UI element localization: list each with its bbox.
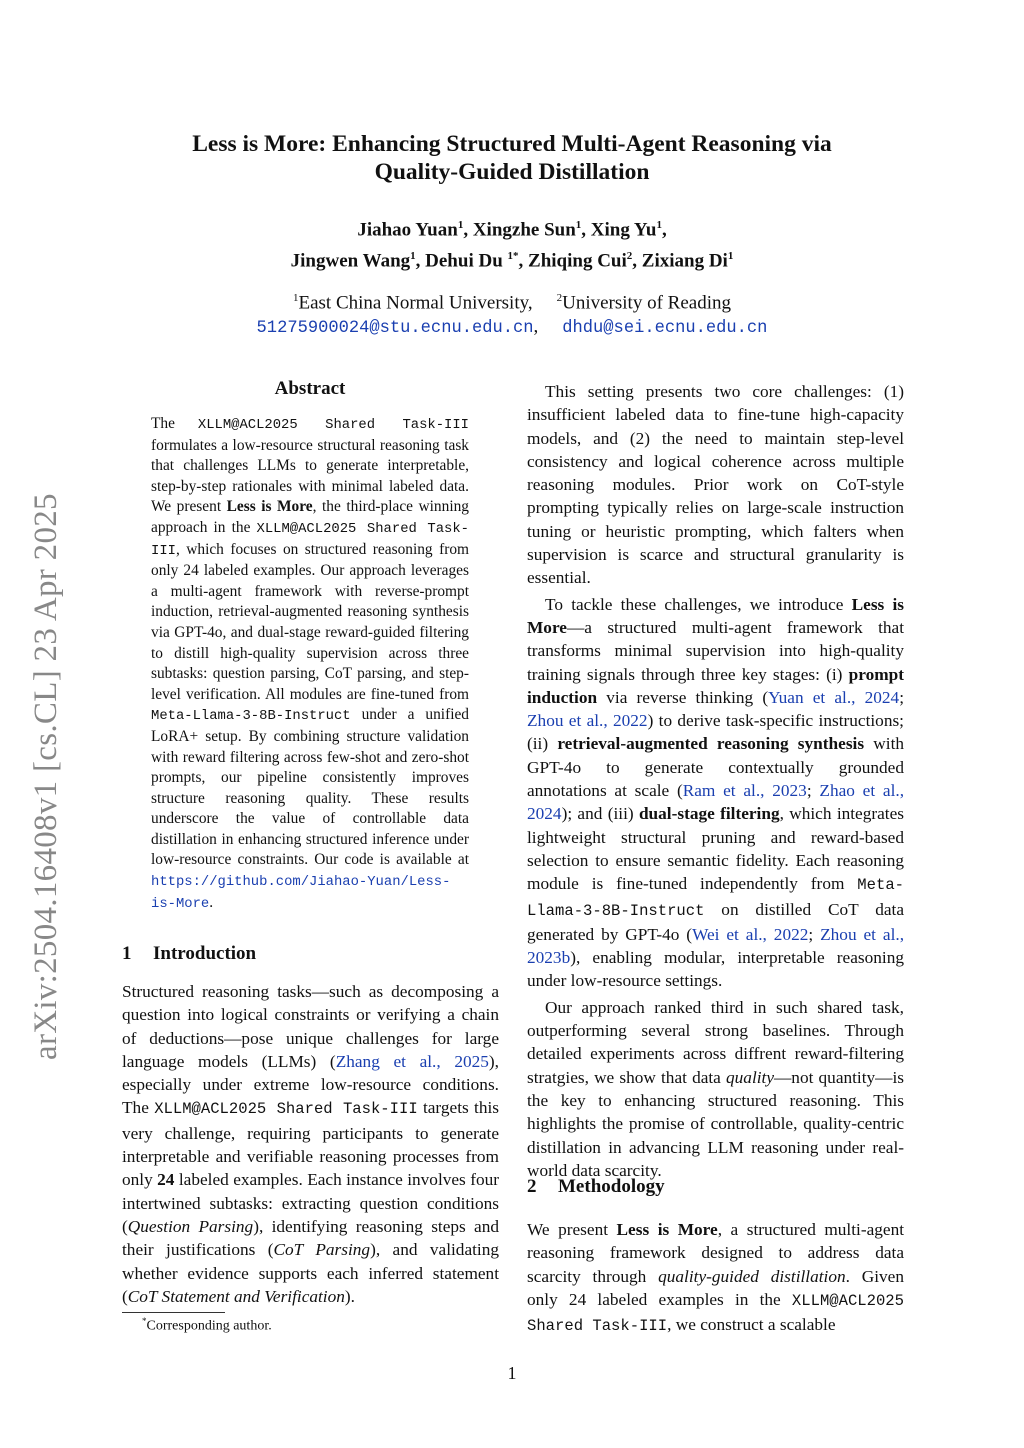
code-link[interactable]: https://github.com/Jiahao-Yuan/Less-is-More bbox=[151, 874, 451, 912]
affiliations bbox=[100, 286, 924, 341]
author-name: Xingzhe Sun bbox=[472, 219, 576, 241]
affiliation-1: East China Normal University, bbox=[298, 292, 533, 314]
author-affiliation-mark: 1 bbox=[656, 219, 662, 231]
introduction-left-column bbox=[122, 980, 499, 1308]
citation-link[interactable]: Zhao et al., 2024 bbox=[527, 781, 905, 824]
section-heading-methodology: 2 Methodology bbox=[527, 1176, 665, 1197]
email-line: 51275900024@stu.ecnu.edu.cn, dhdu@sei.ecnu.edu.cn bbox=[256, 316, 768, 339]
affiliation-mark: 2 bbox=[556, 292, 563, 304]
arxiv-identifier: arXiv:2504.16408v1 [cs.CL] 23 Apr 2025 bbox=[28, 493, 64, 1060]
footnote: *Corresponding author. bbox=[142, 1316, 272, 1334]
abstract-heading: Abstract bbox=[274, 378, 346, 399]
citation-link[interactable]: Wei et al., 2022 bbox=[692, 924, 809, 944]
paragraph: We present Less is More, a structured multi-agent reasoning framework designed to address data scarcity through quality-guided distillation. Given only 24 labeled examples in the XLLM@ACL2025 Shared Task-III, we construct a scalable bbox=[527, 1220, 905, 1336]
author-line-1: Jiahao Yuan$^1$, Xingzhe Sun$^1$, Xing Yu$^1$, bbox=[357, 219, 667, 241]
paragraph: Structured reasoning tasks—such as decomposing a question into logical constraints or verifying a chain of deductions—pose unique challenges for large language models (LLMs) (Zhang et al., 2025), especially under extreme low-resource conditions. The XLLM@ACL2025 Shared Task-III targets this very challenge, requiring participants to generate interpretable and verifiable reasoning processes from only 24 labeled examples. Each instance involves four intertwined subtasks: extracting question conditions (Question Parsing), identifying reasoning steps and their justifications (CoT Parsing), and validating whether evidence supports each inferred statement (CoT Statement and Verification). bbox=[122, 982, 500, 1306]
section-heading-introduction: 1 Introduction bbox=[122, 943, 257, 964]
footnote-divider bbox=[122, 1312, 225, 1313]
title-line-2: Quality-Guided Distillation bbox=[374, 159, 650, 185]
methodology-column bbox=[527, 1218, 904, 1338]
paragraph: To tackle these challenges, we introduce Less is More—a structured multi-agent framework that transforms minimal supervision into high-quality training signals through three key stages: (i) prompt induction via reverse thinking (Yuan et al., 2024; Zhou et al., 2022) to derive task-specific instructions; (ii) retrieval-augmented reasoning synthesis with GPT-4o to generate contextually grounded annotations at scale (Ram et al., 2023; Zhao et al., 2024); and (iii) dual-stage filtering, which integrates lightweight structural pruning and reward-based selection to ensure semantic fidelity. Each reasoning module is fine-tuned independently from Meta-Llama-3-8B-Instruct on distilled CoT data generated by GPT-4o (Wei et al., 2022; Zhou et al., 2023b), enabling modular, interpretable reasoning under low-resource settings. bbox=[527, 594, 905, 991]
introduction-right-column bbox=[527, 380, 904, 1182]
citation-link[interactable]: Ram et al., 2023 bbox=[682, 781, 807, 801]
affiliation-line bbox=[100, 286, 924, 315]
abstract-body: The XLLM@ACL2025 Shared Task-III formulates a low-resource structural reasoning task that challenges LLMs to generate interpretable, step-by-step rationales with minimal labeled data. We present Less is More, the third-place winning approach in the XLLM@ACL2025 Shared Task-III, which focuses on structured reasoning from only 24 labeled examples. Our approach leverages a multi-agent framework with reverse-prompt induction, retrieval-augmented reasoning synthesis via GPT-4o, and dual-stage reward-guided filtering to distill high-quality supervision across three subtasks: question parsing, CoT parsing, and step-level verification. All modules are fine-tuned from Meta-Llama-3-8B-Instruct under a unified LoRA+ setup. By combining structure validation with reward filtering across few-shot and zero-shot prompts, our pipeline consistently improves structure reasoning quality. These results underscore the value of controllable data distillation in enhancing structured inference under low-resource constraints. Our code is available at https://github.com/Jiahao-Yuan/Less-is-More. bbox=[151, 415, 469, 912]
affiliation-2: University of Reading bbox=[562, 292, 731, 314]
paragraph: This setting presents two core challenges: (1) insufficient labeled data to fine-tune high-capacity models, and (2) the need to maintain step-level consistency and logical coherence across multiple reasoning modules. Prior work on CoT-style prompting typically relies on large-scale instruction tuning or heuristic prompting, which falters when supervision is scarce and structural granularity is essential. bbox=[527, 382, 904, 588]
author-name: Jiahao Yuan bbox=[357, 219, 458, 241]
author-affiliation-mark: 1 bbox=[575, 219, 582, 231]
author-name: Zixiang Di bbox=[641, 250, 728, 272]
citation-link[interactable]: Zhou et al., 2022 bbox=[527, 711, 648, 731]
author-list bbox=[100, 212, 924, 275]
paper-title bbox=[100, 130, 924, 186]
author-affiliation-mark: 1 bbox=[727, 250, 734, 263]
author-affiliation-mark: 1 bbox=[410, 250, 416, 263]
author-name: Xing Yu bbox=[590, 219, 657, 241]
citation-link[interactable]: Zhang et al., 2025 bbox=[335, 1051, 489, 1071]
author-affiliation-mark: 2 bbox=[626, 250, 633, 263]
author-affiliation-mark: 1* bbox=[507, 250, 519, 263]
citation-link[interactable]: Yuan et al., 2024 bbox=[768, 687, 900, 707]
author-affiliation-mark: 1 bbox=[457, 219, 464, 231]
citation-link[interactable]: Zhou et al., 2023b bbox=[527, 924, 905, 968]
author-name: Jingwen Wang bbox=[290, 250, 411, 272]
author-name: Dehui Du bbox=[425, 250, 503, 272]
email-link[interactable]: dhdu@sei.ecnu.edu.cn bbox=[562, 319, 768, 339]
page-number: 1 bbox=[507, 1363, 517, 1383]
affiliation-mark: 1 bbox=[293, 292, 299, 304]
author-name: Zhiqing Cui bbox=[528, 250, 627, 272]
author-line-2: Jingwen Wang$^1$, Dehui Du $^{1*}$, Zhiqing Cui$^2$, Zixiang Di$^1$ bbox=[290, 250, 734, 272]
email-link[interactable]: 51275900024@stu.ecnu.edu.cn bbox=[256, 319, 534, 339]
paragraph: Our approach ranked third in such shared task, outperforming several strong baselines. Through detailed experiments across diffrent reward-filtering stratgies, we show that data quality—not quantity—is the key to enhancing structured reasoning. This highlights the promise of controllable, quality-centric distillation in advancing LLM reasoning under real-world data scarcity. bbox=[527, 997, 904, 1180]
title-line-1: Less is More: Enhancing Structured Multi-Agent Reasoning via bbox=[192, 131, 832, 157]
